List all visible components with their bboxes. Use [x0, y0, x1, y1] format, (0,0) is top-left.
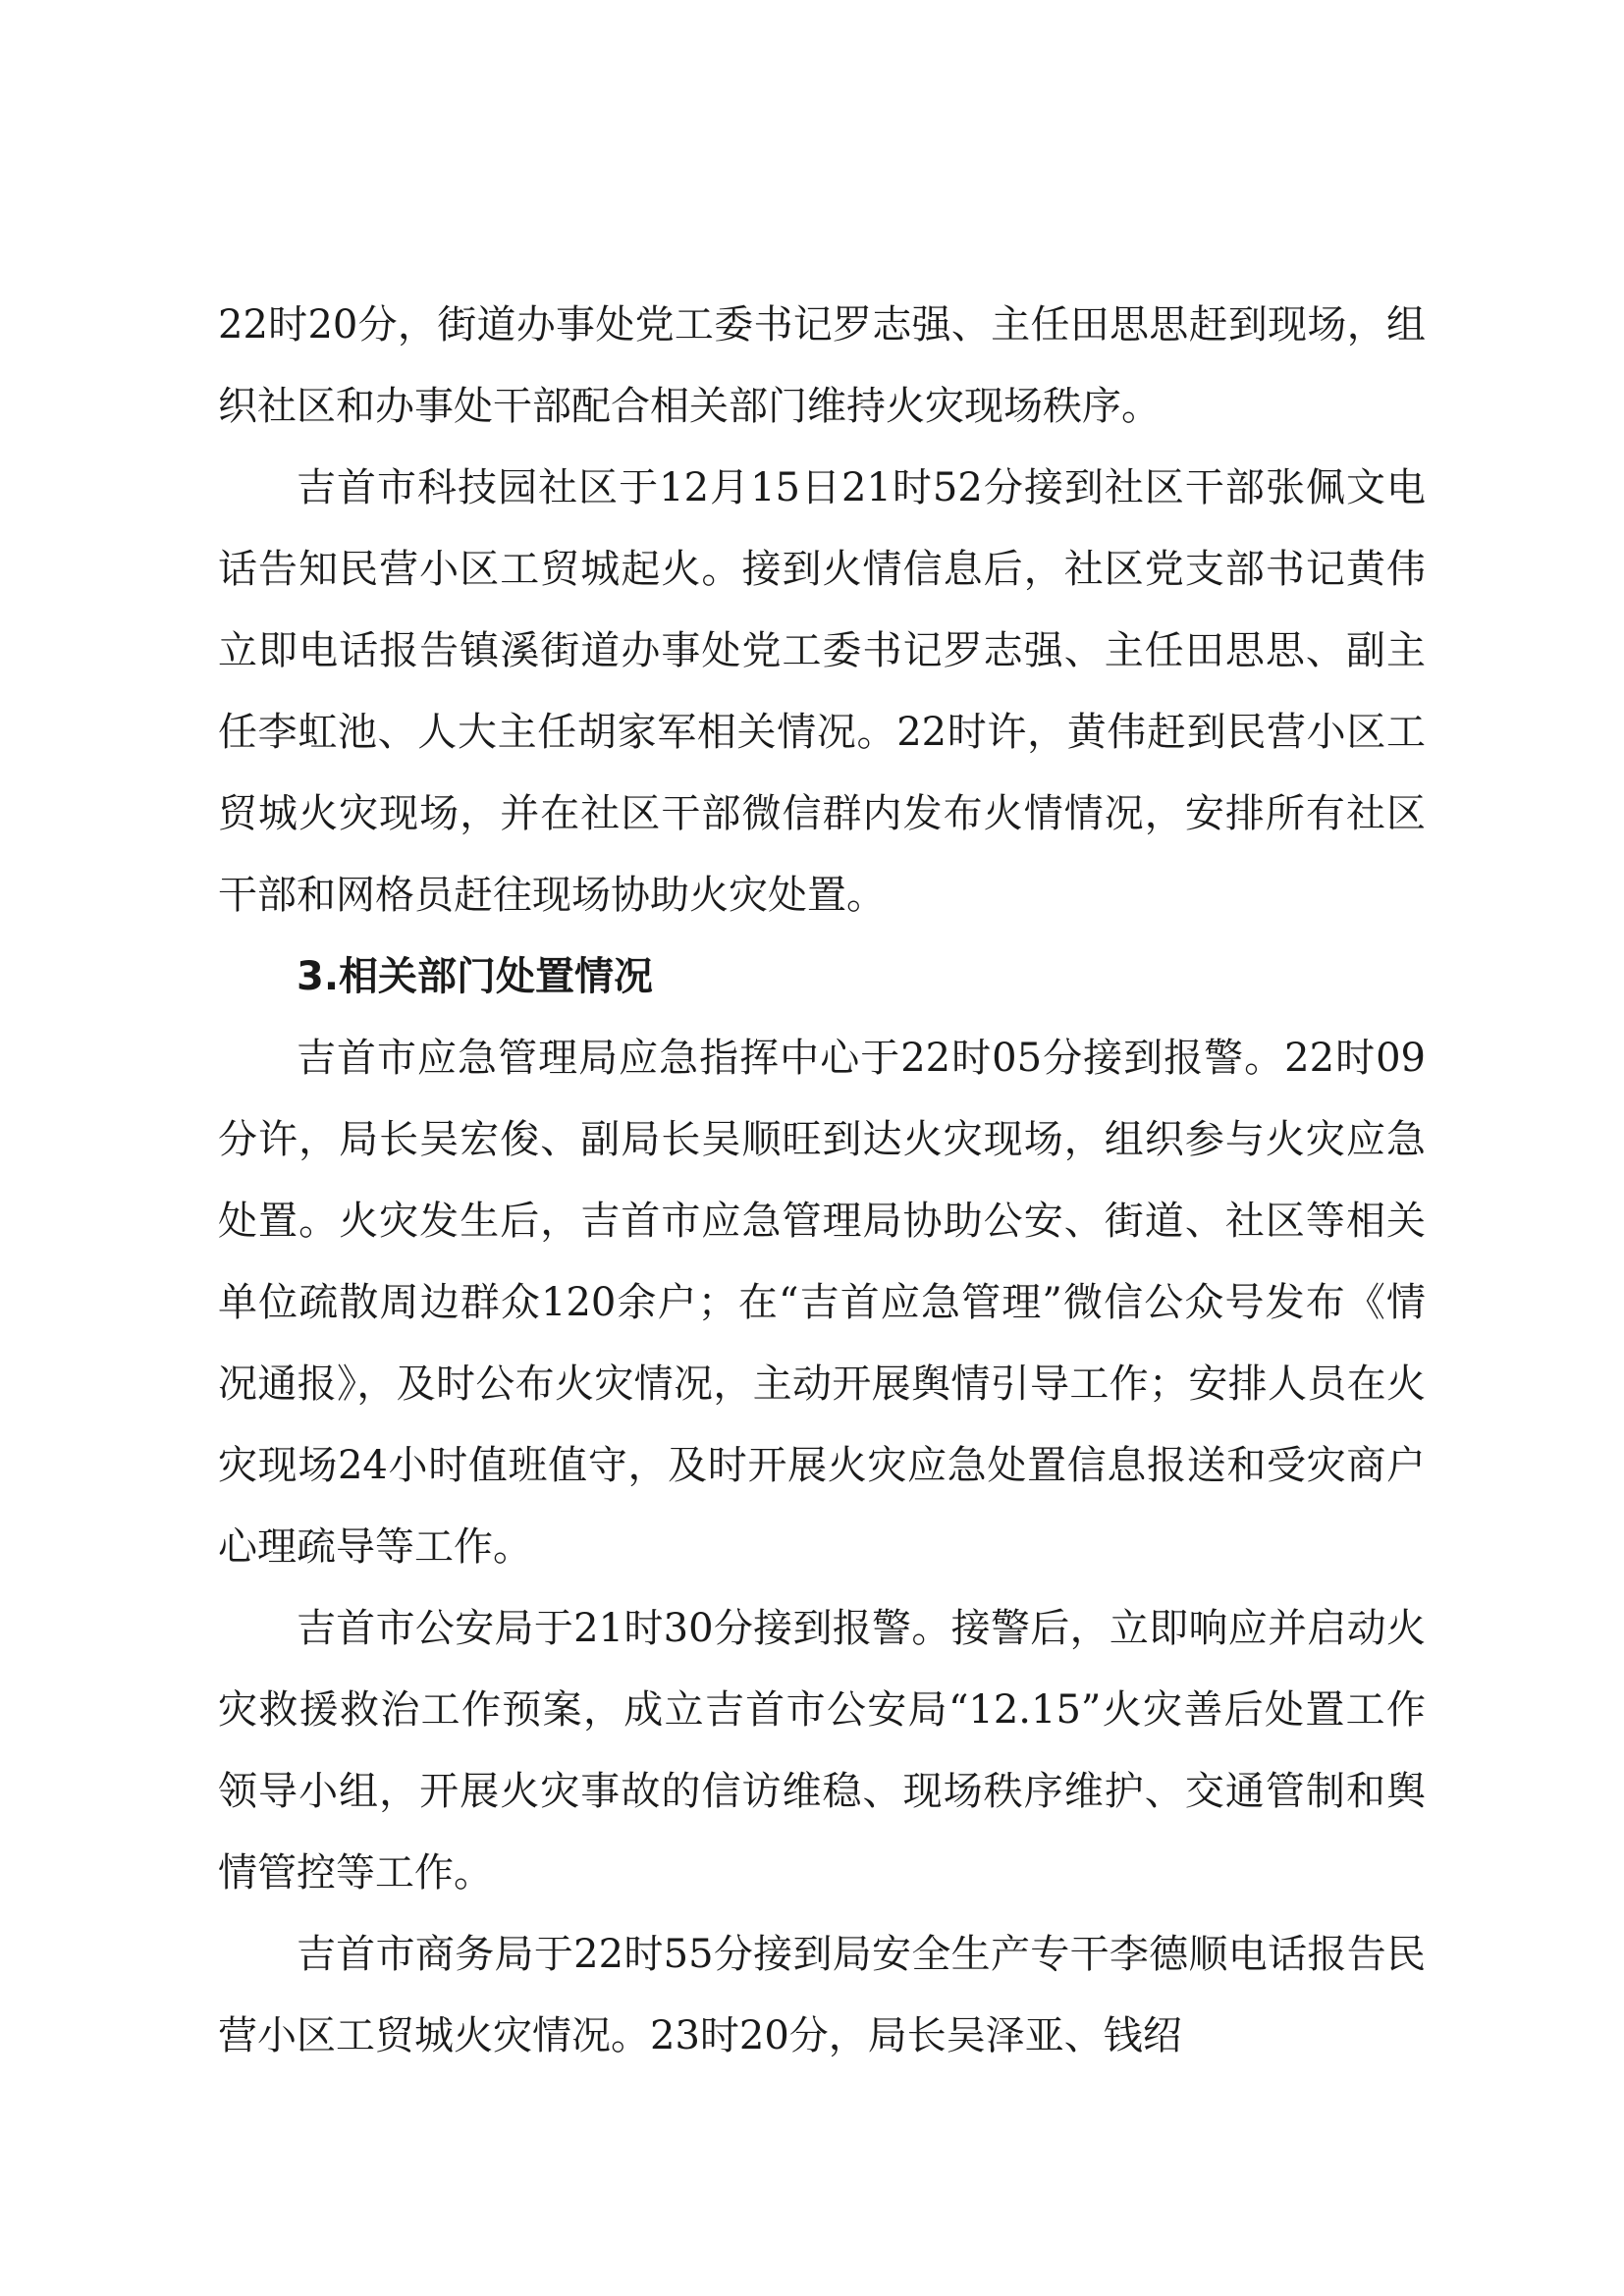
paragraph-continuation: 22时20分，街道办事处党工委书记罗志强、主任田思思赶到现场，组织社区和办事处干部配合相关部门维持火灾现场秩序。: [218, 302, 1426, 429]
paragraph-public-security: 吉首市公安局于21时30分接到报警。接警后，立即响应并启动火灾救援救治工作预案，成立吉首市公安局“12.15”火灾善后处置工作领导小组，开展火灾事故的信访维稳、现场秩序维护、交通管制和舆情管控等工作。: [218, 1606, 1426, 1896]
section-heading: 3.相关部门处置情况: [297, 954, 654, 999]
paragraph-emergency-bureau: 吉首市应急管理局应急指挥中心于22时05分接到报警。22时09分许，局长吴宏俊、副局长吴顺旺到达火灾现场，组织参与火灾应急处置。火灾发生后，吉首市应急管理局协助公安、街道、社区等相关单位疏散周边群众120余户；在“吉首应急管理”微信公众号发布《情况通报》，及时公布火灾情况，主动开展舆情引导工作；安排人员在火灾现场24小时值班值守，及时开展火灾应急处置信息报送和受灾商户心理疏导等工作。: [218, 1036, 1426, 1570]
paragraph-community-report: 吉首市科技园社区于12月15日21时52分接到社区干部张佩文电话告知民营小区工贸城起火。接到火情信息后，社区党支部书记黄伟立即电话报告镇溪街道办事处党工委书记罗志强、主任田思思、副主任李虹池、人大主任胡家军相关情况。22时许，黄伟赶到民营小区工贸城火灾现场，并在社区干部微信群内发布火情情况，安排所有社区干部和网格员赶往现场协助火灾处置。: [218, 465, 1426, 918]
document-body: [218, 285, 1426, 2077]
paragraph-commerce-bureau: 吉首市商务局于22时55分接到局安全生产专干李德顺电话报告民营小区工贸城火灾情况。23时20分，局长吴泽亚、钱绍: [218, 1932, 1426, 2058]
